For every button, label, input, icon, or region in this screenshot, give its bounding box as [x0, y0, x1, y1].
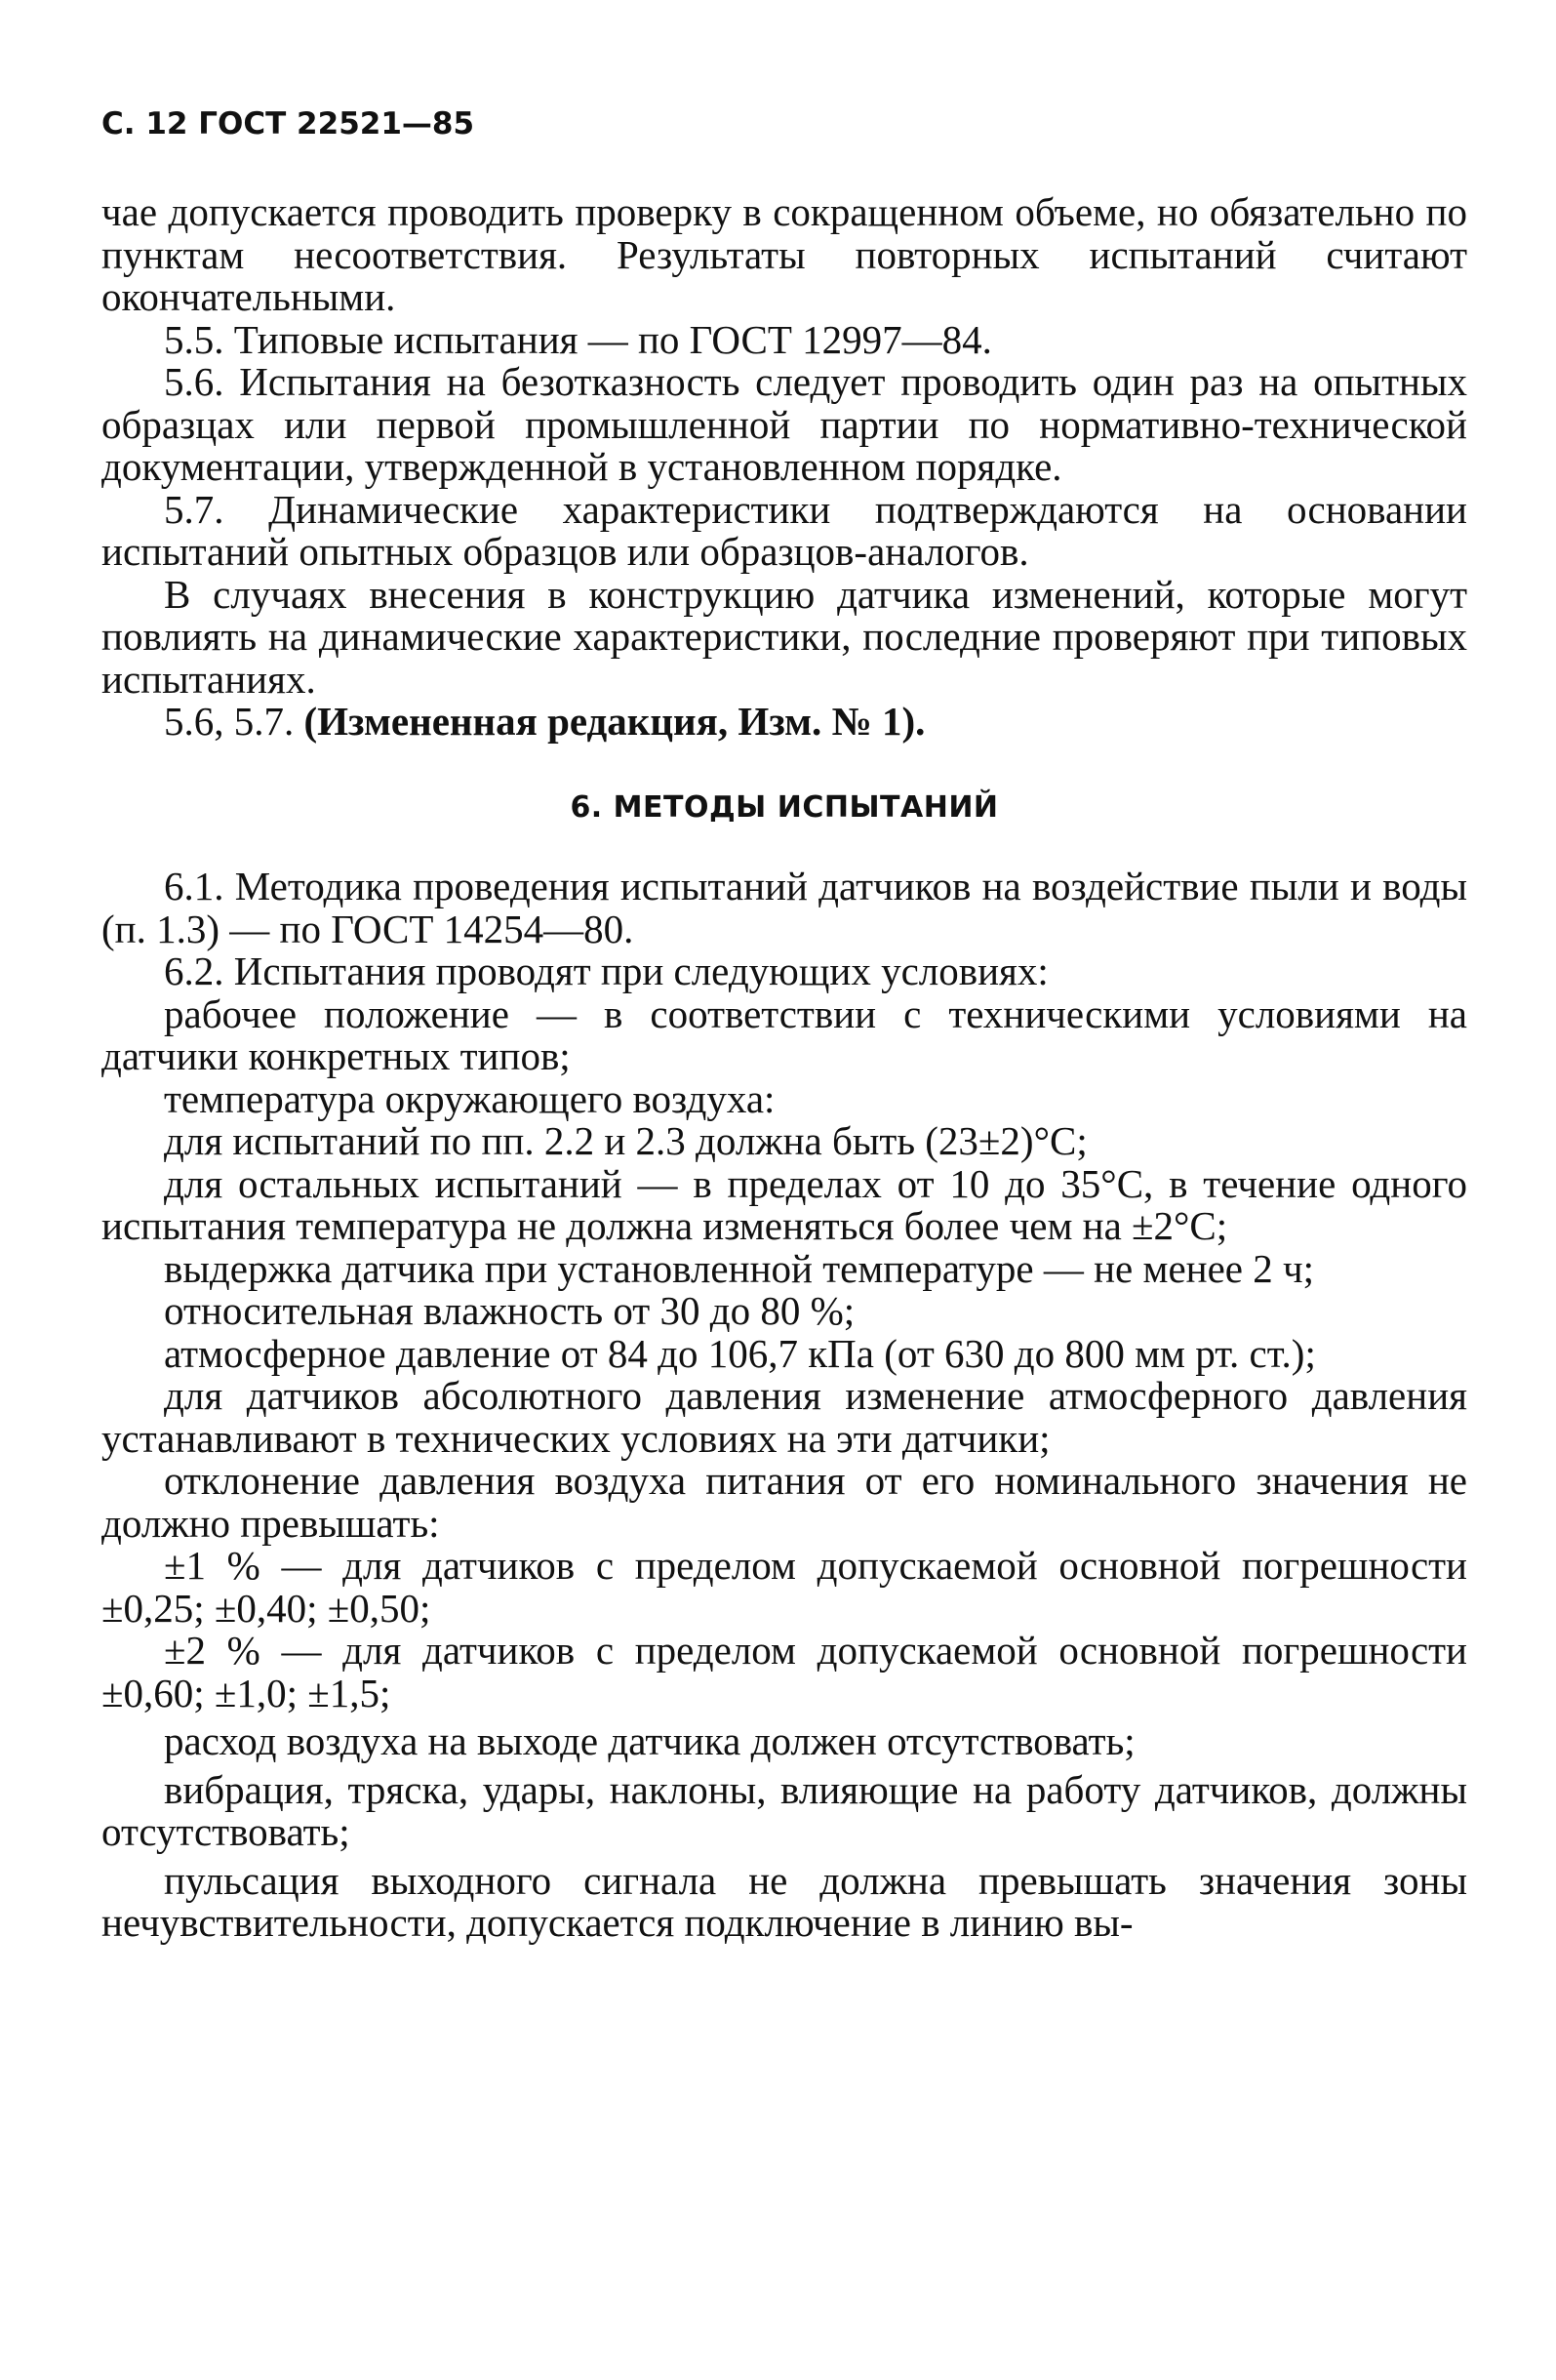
deviation-1-percent: ±1 % — для датчиков с пределом допускаемой основной погрешности ±0,25; ±0,40; ±0,50;: [101, 1543, 1467, 1631]
condition-temperature-tests-2-2-2-3: для испытаний по пп. 2.2 и 2.3 должна быть (23±2)°С;: [164, 1118, 1088, 1163]
paragraph-continuation: чае допускается проводить проверку в сокращенном объеме, но обязательно по пунктам несоответствия. Результаты повторных испытаний считают окончательными.: [101, 189, 1467, 319]
clause-5-7: 5.7. Динамические характеристики подтверждаются на основании испытаний опытных образцов или образцов-аналогов.: [101, 486, 1467, 574]
amendment-note: [101, 701, 1467, 744]
amendment-text: (Измененная редакция, Изм. № 1).: [303, 699, 926, 744]
condition-holding-time: выдержка датчика при установленной температуре — не менее 2 ч;: [164, 1245, 1314, 1291]
clause-6-1: 6.1. Методика проведения испытаний датчиков на воздействие пыли и воды (п. 1.3) — по ГОСТ 14254—80.: [101, 864, 1467, 951]
deviation-2-percent: ±2 % — для датчиков с пределом допускаемой основной погрешности ±0,60; ±1,0; ±1,5;: [101, 1628, 1467, 1715]
page-number: С. 12: [101, 106, 188, 141]
condition-atmospheric-pressure: атмосферное давление от 84 до 106,7 кПа (от 630 до 800 мм рт. ст.);: [164, 1330, 1316, 1376]
condition-relative-humidity: относительная влажность от 30 до 80 %;: [164, 1288, 856, 1333]
condition-working-position: рабочее положение — в соответствии с техническими условиями на датчики конкретных типов;: [101, 990, 1467, 1078]
section-title: 6. МЕТОДЫ ИСПЫТАНИЙ: [570, 789, 999, 825]
condition-output-ripple: пульсация выходного сигнала не должна превышать значения зоны нечувствительности, допускается подключение в линию вы-: [101, 1857, 1467, 1945]
condition-air-flow: расход воздуха на выходе датчика должен отсутствовать;: [164, 1718, 1136, 1763]
condition-vibration: вибрация, тряска, удары, наклоны, влияющие на работу датчиков, должны отсутствовать;: [101, 1766, 1467, 1854]
running-head: [101, 105, 1467, 142]
clause-6-2: 6.2. Испытания проводят при следующих условиях:: [164, 948, 1049, 993]
document-page: [101, 105, 1467, 1945]
amendment-clauses: 5.6, 5.7.: [164, 699, 304, 744]
condition-temperature-other-tests: для остальных испытаний — в пределах от 10 до 35°С, в течение одного испытания температура не должна изменяться более чем на ±2°С;: [101, 1160, 1467, 1248]
condition-absolute-pressure-sensors: для датчиков абсолютного давления изменение атмосферного давления устанавливают в технических условиях на эти датчики;: [101, 1373, 1467, 1461]
standard-code: ГОСТ 22521—85: [198, 106, 475, 141]
condition-supply-pressure-deviation: отклонение давления воздуха питания от его номинального значения не должно превышать:: [101, 1458, 1467, 1546]
clause-5-7-note: В случаях внесения в конструкцию датчика изменений, которые могут повлиять на динамические характеристики, последние проверяют при типовых испытаниях.: [101, 571, 1467, 702]
condition-ambient-temperature: температура окружающего воздуха:: [164, 1075, 776, 1121]
clause-5-5: 5.5. Типовые испытания — по ГОСТ 12997—84.: [164, 316, 992, 362]
clause-5-6: 5.6. Испытания на безотказность следует проводить один раз на опытных образцах или первой промышленной партии по нормативно-технической документации, утвержденной в установленном порядке.: [101, 359, 1467, 489]
